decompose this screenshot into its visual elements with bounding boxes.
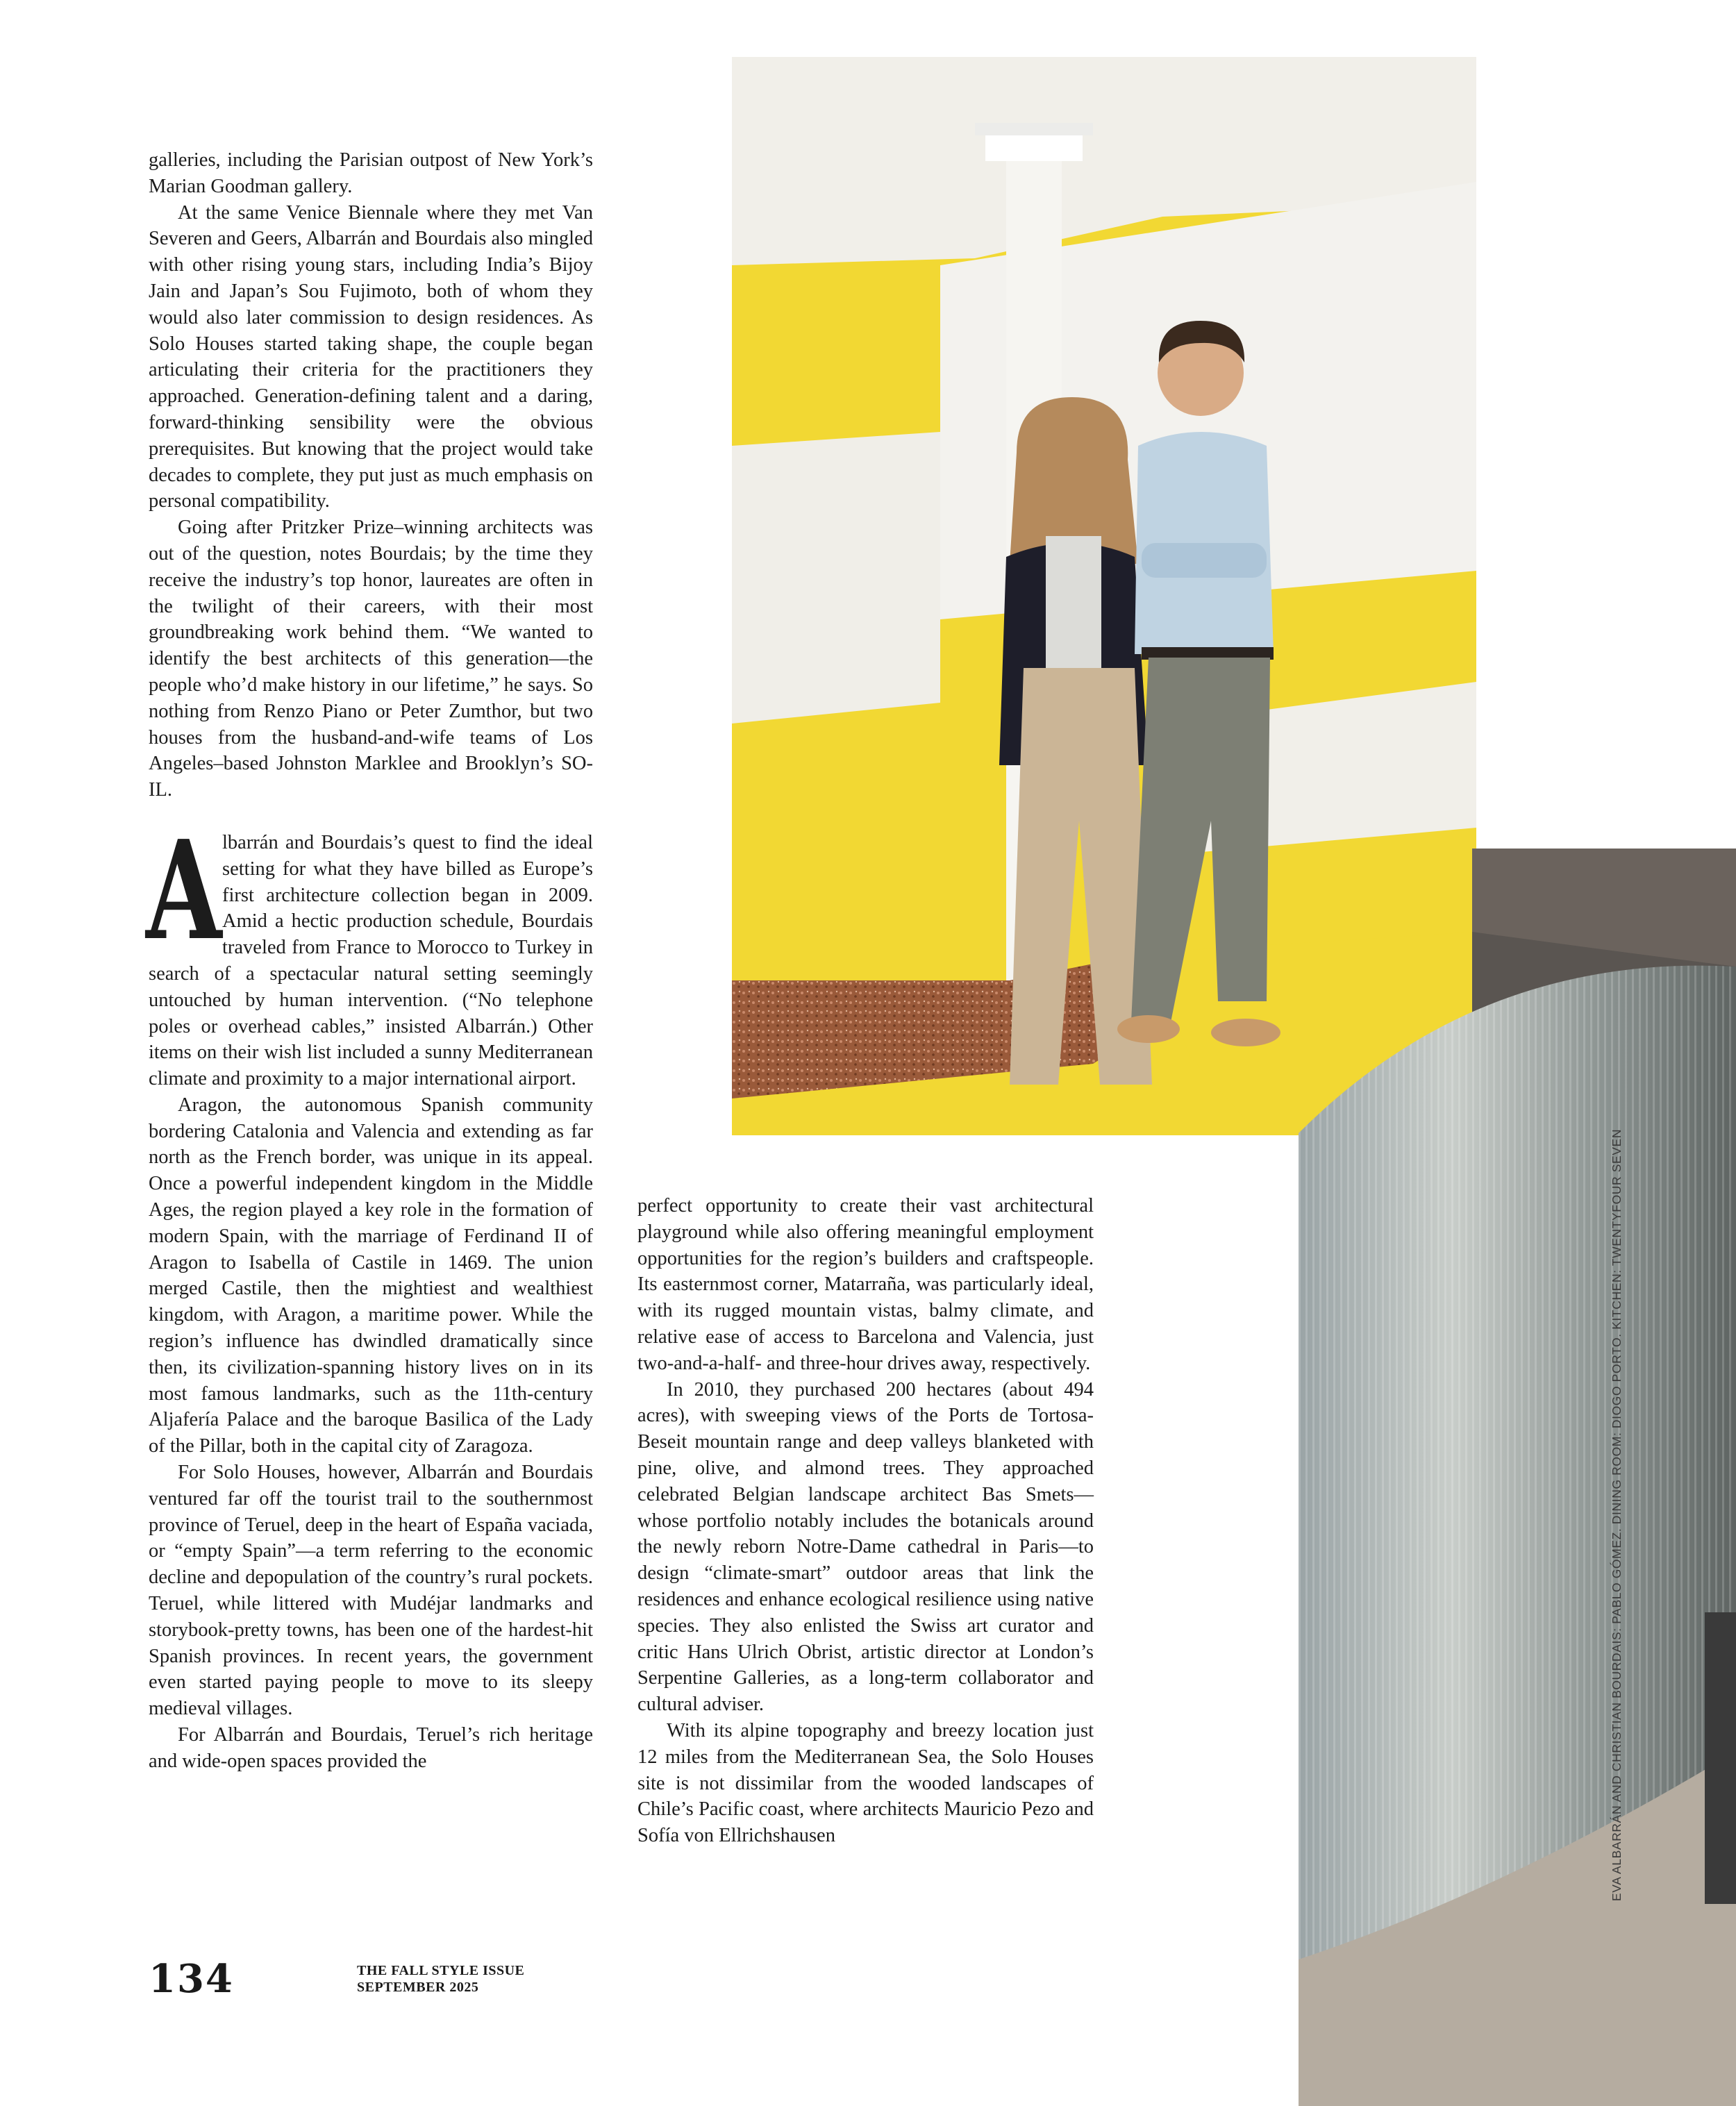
paragraph: For Albarrán and Bourdais, Teruel’s rich heritage and wide-open spaces provided the [149, 1724, 593, 1772]
article-left-column [146, 147, 593, 1775]
drop-cap: A [146, 810, 222, 971]
issue-info [357, 1962, 524, 1996]
paragraph: At the same Venice Biennale where they met Van Severen and Geers, Albarrán and Bourdais also mingled with other rising young stars, including India’s Bijoy Jain and Japan’s Sou Fujimoto, both of whom they would also later commission to design residences. As Solo Houses started taking shape, the couple began articulating their criteria for the practitioners they approached. Generation-defining talent and a daring, forward-thinking sensibility were the obvious prerequisites. But knowing that the project would take decades to complete, they put just as much emphasis on personal compatibility. [149, 201, 593, 512]
interior-photo [1299, 849, 1736, 2106]
article-middle-column [637, 1193, 1094, 1849]
paragraph: In 2010, they purchased 200 hectares (about 494 acres), with sweeping views of the Ports de Tortosa-Beseit mountain range and deep valleys blanketed with pine, olive, and almond trees. They approached celebrated Belgian landscape architect Bas Smets—whose portfolio notably includes the botanicals around the newly reborn Notre-Dame cathedral in Paris—to design “climate-smart” outdoor areas that link the residences and enhance ecological resilience using native species. They also enlisted the Swiss art curator and critic Hans Ulrich Obrist, artistic director at London’s Serpentine Galleries, as a long-term collaborator and cultural adviser. [637, 1378, 1094, 1716]
paragraph: For Solo Houses, however, Albarrán and Bourdais ventured far off the tourist trail to the southernmost province of Teruel, deep in the heart of España vaciada, or “empty Spain”—a term referring to the economic decline and depopulation of the country’s rural pockets. Teruel, while littered with Mudéjar landmarks and storybook-pretty towns, has been one of the hardest-hit Spanish provinces. In recent years, the government even started paying people to move to its sleepy medieval villages. [149, 1462, 593, 1720]
issue-date: SEPTEMBER 2025 [357, 1980, 479, 1995]
photo-credit: EVA ALBARRÁN AND CHRISTIAN BOURDAIS: PABLO GÓMEZ. DINING ROOM: DIOGO PORTO. KITCHEN: TWENTYFOUR SEVEN [1610, 1128, 1624, 1901]
paragraph: With its alpine topography and breezy location just 12 miles from the Mediterranean Sea, the Solo Houses site is not dissimilar from the wooded landscapes of Chile’s Pacific coast, where architects Mauricio Pezo and Sofía von Ellrichshausen [637, 1719, 1094, 1847]
issue-title: THE FALL STYLE ISSUE [357, 1963, 525, 1978]
dropcap-paragraph-text: lbarrán and Bourdais’s quest to find the ideal setting for what they have billed as Europe’s first architecture collection began in 2009. Amid a hectic production schedule, Bourdais traveled from France to Morocco to Turkey in search of a spectacular natural setting seemingly untouched by human intervention. (“No telephone poles or overhead cables,” insisted Albarrán.) Other items on their wish list included a sunny Mediterranean climate and proximity to a major international airport. [149, 831, 593, 1090]
dropcap-paragraph [146, 810, 593, 1092]
interior-photo-illustration [1299, 849, 1736, 2106]
paragraph: Aragon, the autonomous Spanish community bordering Catalonia and Valencia and extending as far north as the French border, was unique in its appeal. Once a powerful independent kingdom in the Middle Ages, the region played a key role in the formation of modern Spain, with the marriage of Ferdinand II of Aragon to Isabella of Castile in 1469. The union merged Castile, then the mightiest and wealthiest kingdom, with Aragon, a maritime power. While the region’s influence has dwindled dramatically since then, its civilization-spanning history lives on in its most famous landmarks, such as the 11th-century Aljafería Palace and the baroque Basilica of the Lady of the Pillar, both in the capital city of Zaragoza. [149, 1094, 593, 1457]
paragraph: galleries, including the Parisian outpost of New York’s Marian Goodman gallery. [149, 149, 593, 197]
page-number: 134 [149, 1956, 234, 2002]
paragraph: perfect opportunity to create their vast architectural playground while also offering meaningful employment opportunities for the region’s builders and craftspeople. Its easternmost corner, Matarraña, was particularly ideal, with its rugged mountain vistas, balmy climate, and relative ease of access to Barcelona and Valencia, just two-and-a-half- and three-hour drives away, respectively. [637, 1195, 1094, 1374]
paragraph: Going after Pritzker Prize–winning architects was out of the question, notes Bourdais; by the time they receive the industry’s top honor, laureates are often in the twilight of their careers, with their most groundbreaking work behind them. “We wanted to identify the best architects of this generation—the people who’d make history in our lifetime,” he says. So nothing from Renzo Piano or Peter Zumthor, but two houses from the husband-and-wife teams of Los Angeles–based Johnston Marklee and Brooklyn’s SO-IL. [149, 517, 593, 801]
